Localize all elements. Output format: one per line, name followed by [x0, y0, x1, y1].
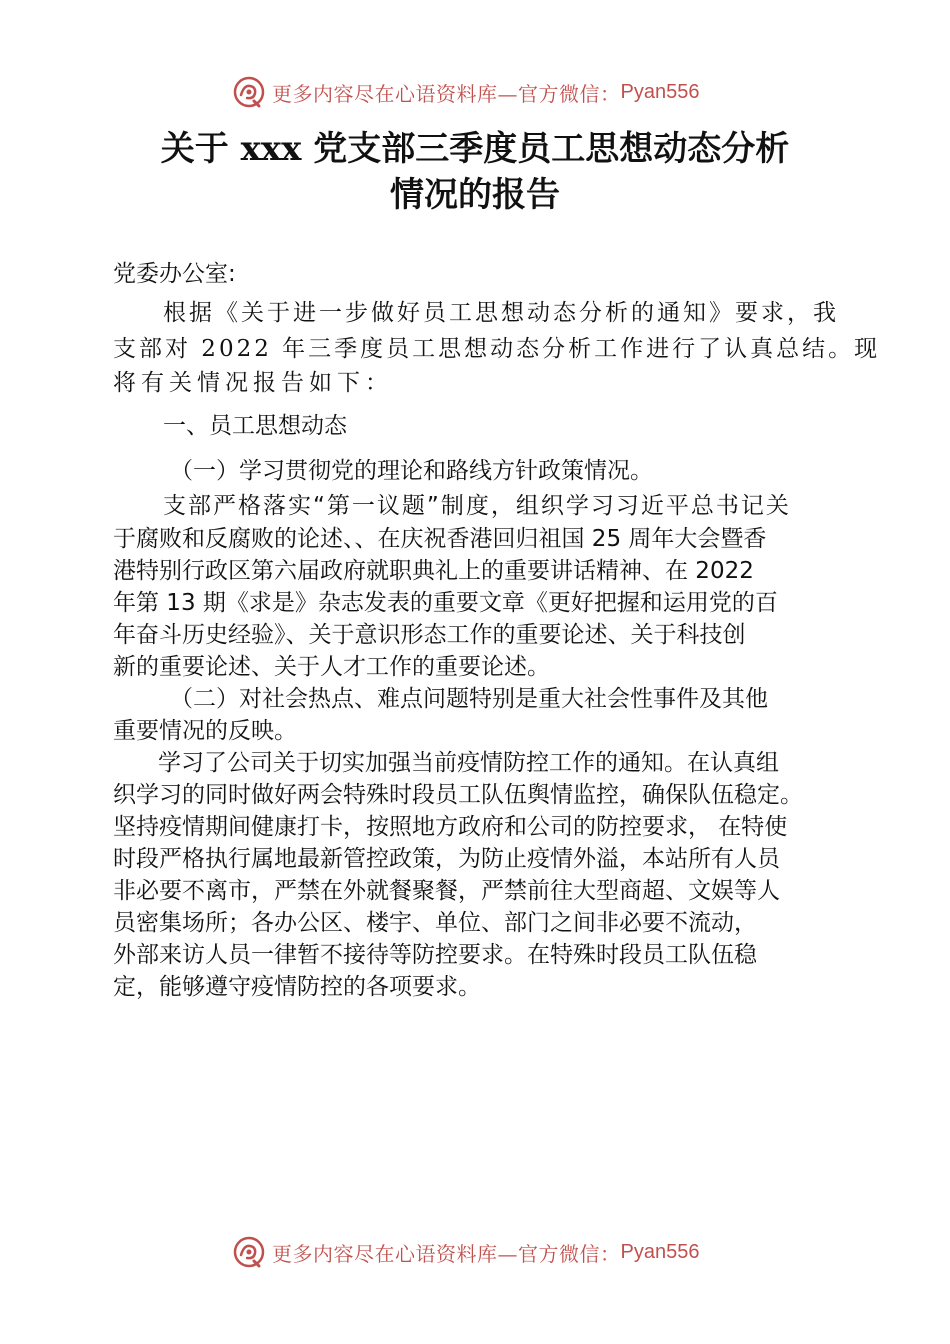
- paragraph-line: 将有关情况报告如下：: [113, 370, 393, 396]
- watermark-handle: Pyan556: [620, 1240, 700, 1263]
- section-heading: 一、员工思想动态: [163, 413, 347, 439]
- paragraph-line: 坚持疫情期间健康打卡，按照地方政府和公司的防控要求， 在特使: [113, 814, 788, 840]
- subsection-heading: （一）学习贯彻党的理论和路线方针政策情况。: [170, 458, 653, 484]
- subsection-heading-continued: 重要情况的反映。: [113, 718, 297, 744]
- paragraph-line: 学习了公司关于切实加强当前疫情防控工作的通知。在认真组: [158, 750, 779, 776]
- document-title-line-1: 关于 xxx 党支部三季度员工思想动态分析: [160, 129, 790, 169]
- paragraph-line: 织学习的同时做好两会特殊时段员工队伍舆情监控，确保队伍稳定。: [113, 782, 803, 808]
- paragraph-line: 支部对 2022 年三季度员工思想动态分析工作进行了认真总结。现: [113, 336, 881, 362]
- watermark-handle: Pyan556: [620, 80, 700, 103]
- paragraph-line: 支部严格落实“第一议题”制度，组织学习习近平总书记关: [163, 493, 791, 519]
- paragraph-line: 根据《关于进一步做好员工思想动态分析的通知》要求，我: [163, 300, 839, 326]
- paragraph-line: 年第 13 期《求是》杂志发表的重要文章《更好把握和运用党的百: [113, 590, 778, 616]
- paragraph-line: 外部来访人员一律暂不接待等防控要求。在特殊时段员工队伍稳: [113, 942, 757, 968]
- document-title-line-2: 情况的报告: [390, 175, 560, 215]
- paragraph-line: 新的重要论述、关于人才工作的重要论述。: [113, 654, 550, 680]
- hand-stamp-logo-icon: [232, 1235, 266, 1269]
- watermark-text: 更多内容尽在心语资料库—官方微信：: [272, 81, 621, 106]
- paragraph-line: 于腐败和反腐败的论述、、在庆祝香港回归祖国 25 周年大会暨香: [113, 526, 767, 552]
- paragraph-line: 员密集场所；各办公区、楼宇、单位、部门之间非必要不流动，: [113, 910, 757, 936]
- subsection-heading: （二）对社会热点、难点问题特别是重大社会性事件及其他: [170, 686, 768, 712]
- hand-stamp-logo-icon: [232, 75, 266, 109]
- paragraph-line: 定，能够遵守疫情防控的各项要求。: [113, 974, 481, 1000]
- watermark-text: 更多内容尽在心语资料库—官方微信：: [272, 1241, 621, 1266]
- watermark-header: [0, 72, 950, 112]
- paragraph-line: 时段严格执行属地最新管控政策，为防止疫情外溢，本站所有人员: [113, 846, 780, 872]
- addressee-line: 党委办公室:: [113, 261, 236, 287]
- watermark-footer: [0, 1232, 950, 1272]
- paragraph-line: 年奋斗历史经验》、关于意识形态工作的重要论述、关于科技创: [113, 622, 746, 648]
- paragraph-line: 非必要不离市，严禁在外就餐聚餐，严禁前往大型商超、文娱等人: [113, 878, 780, 904]
- paragraph-line: 港特别行政区第六届政府就职典礼上的重要讲话精神、在 2022: [113, 558, 754, 584]
